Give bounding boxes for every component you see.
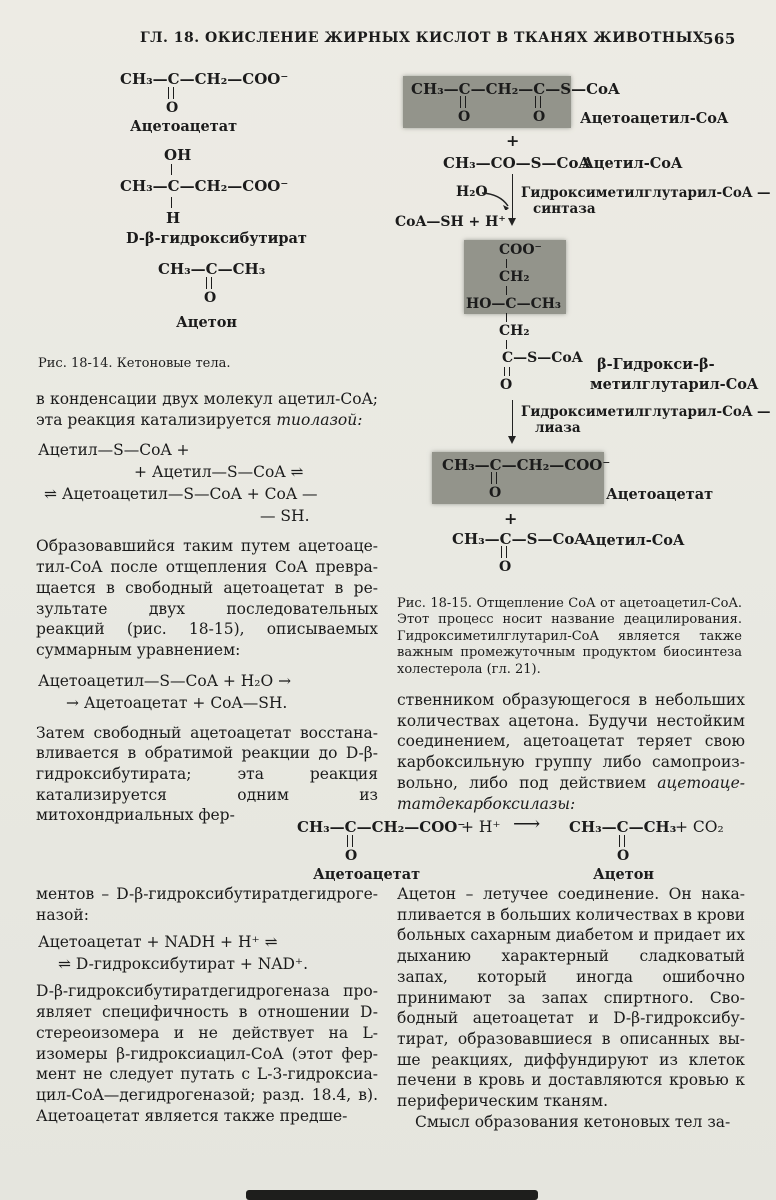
thiolase-equation [36, 439, 378, 527]
double-bond [619, 835, 625, 847]
oxygen-atom: O [458, 109, 471, 125]
carboxyl-group: COO⁻ [499, 242, 542, 258]
equation-line: → Ацетоацетат + CoA—SH. [66, 693, 288, 712]
plus-h-term: + H⁺ [461, 818, 501, 836]
oxygen-atom: O [500, 377, 513, 393]
double-bond [535, 96, 541, 108]
double-bond [168, 87, 174, 99]
paragraph: D-β-гидроксибутиратдегидрогеназа проявляет специфичность в отношении D-стереоизомера и не действует на L-изомеры β-гидроксиацил-CoA (этот фермент не следует путать с L-3-гидроксиацил-CoA—дегидрогеназой; разд. 18.4, в). Ацетоацетат является также предше- [36, 982, 378, 1125]
water-label: H₂O [456, 184, 488, 200]
synthase-label-line1: Гидроксиметилглутарил-CoA — [521, 185, 771, 201]
equation-line: + Ацетил—S—CoA ⇌ [134, 463, 304, 482]
formula-text: CH₃—C—CH₂—COO⁻ [297, 818, 466, 836]
curved-arrow [480, 190, 512, 210]
single-bond [171, 197, 172, 208]
coa-sh-label: CoA—SH + H⁺ [395, 214, 506, 230]
formula-text: CH₃—C—S—CoA [452, 530, 587, 548]
acetone-formula [569, 818, 677, 864]
arrow-down [512, 174, 513, 222]
hydroxyl-group: OH [164, 146, 192, 164]
equation-line: Ацетоацетат + NADH + H⁺ ⇌ [38, 933, 278, 952]
oxygen-atom: O [204, 290, 217, 306]
single-bond [171, 164, 172, 175]
lyase-label-line1: Гидроксиметилглутарил-CoA — [521, 404, 771, 420]
formula-text: CH₃—C—CH₂—COO⁻ [120, 177, 289, 195]
double-bond [206, 277, 212, 289]
fig-18-14-caption: Рис. 18-14. Кетоновые тела. [38, 356, 231, 371]
hmg-coa-structure [466, 243, 583, 393]
formula-text: CH₃—C—CH₂—C—S—CoA [411, 80, 620, 98]
acetyl-coa-label: Ацетил-CoA [582, 155, 683, 172]
left-column-text [36, 389, 378, 826]
plus-sign: + [506, 131, 520, 150]
formula-text: CH₃—CO—S—CoA [443, 154, 591, 172]
central-carbon-group: HO—C—CH₃ [466, 296, 562, 312]
acetone-label: Ацетон [176, 314, 238, 331]
arrow-down [512, 400, 513, 440]
dehydrogenase-equation [36, 931, 378, 975]
decarboxylation-equation [297, 813, 737, 890]
plus-sign: + [504, 509, 518, 528]
single-bond [466, 313, 583, 323]
oxygen-atom: O [166, 100, 179, 116]
plus-co2-term: + CO₂ [675, 818, 724, 836]
hydrogen-atom: H [166, 209, 181, 227]
hmg-coa-label-line1: β-Гидрокси-β- [597, 356, 715, 373]
methylene-group: CH₂ [499, 269, 530, 285]
formula-text: CH₃—C—CH₂—COO⁻ [120, 70, 289, 88]
hydroxybutyrate-label: D-β-гидроксибутират [126, 230, 307, 247]
double-bond [466, 367, 583, 377]
page-header: ГЛ. 18. ОКИСЛЕНИЕ ЖИРНЫХ КИСЛОТ В ТКАНЯХ ЖИВОТНЫХ [140, 30, 705, 46]
scan-edge-mark [246, 1190, 538, 1200]
synthase-label-line2: синтаза [533, 201, 596, 217]
oxygen-atom: O [499, 559, 512, 575]
paragraph-text: в конденсации двух молекул ацетил-CoA; эта реакция катализируется [36, 390, 378, 429]
single-bond [466, 340, 583, 350]
equation-line: Ацетил—S—CoA + [38, 441, 190, 460]
oxygen-atom: O [489, 485, 502, 501]
acetoacetyl-coa-structure [411, 80, 620, 125]
formula-text: CH₃—C—CH₂—COO⁻ [442, 456, 611, 474]
acetoacetate-label: Ацетоацетат [130, 118, 238, 135]
reaction-arrow: ⟶ [513, 813, 541, 835]
double-bond [491, 472, 497, 484]
paragraph: Смысл образования кетоновых тел за- [415, 1112, 731, 1131]
formula-text: CH₃—C—CH₃ [569, 818, 677, 836]
acetyl-coa-structure [443, 154, 590, 172]
fig-18-15-caption: Рис. 18-15. Отщепление CoA от ацетоацетил-CoA. Этот процесс носит название деацилирования. Гидроксиметилглутарил-CoA является также важным промежуточным продуктом биосинтеза холестерола (гл. 21). [397, 596, 742, 677]
acetoacetyl-coa-label: Ацетоацетил-CoA [580, 110, 729, 127]
acetoacetate-label: Ацетоацетат [313, 866, 421, 883]
acetyl-coa-product-structure [452, 530, 587, 575]
equation-line: ⇌ Ацетоацетил—S—CoA + CoA — [44, 485, 318, 504]
paragraph [36, 389, 378, 430]
acetoacetate-product-structure [442, 456, 611, 501]
equation-line: — SH. [260, 507, 310, 526]
left-column-bottom-text [36, 884, 378, 1126]
formula-text: CH₃—C—CH₃ [158, 260, 266, 278]
right-column-bottom-text [397, 884, 745, 1132]
acetoacetate-product-label: Ацетоацетат [606, 486, 714, 503]
single-bond [466, 259, 583, 269]
oxygen-atom: O [533, 109, 546, 125]
double-bond [347, 835, 353, 847]
single-bond [466, 286, 583, 296]
equation-line: ⇌ D-гидроксибутират + NAD⁺. [58, 955, 309, 974]
equation-line: Ацетоацетил—S—CoA + H₂O → [38, 671, 292, 690]
oxygen-atom: O [345, 848, 358, 864]
hmg-coa-label-line2: метилглутарил-CoA [590, 376, 759, 393]
double-bond [460, 96, 466, 108]
paragraph: ментов – D-β-гидроксибутиратдегидрогеназой: [36, 885, 378, 924]
enzyme-name: ацетоацетатдекарбоксилазы: [397, 773, 745, 813]
acetyl-coa-product-label: Ацетил-CoA [584, 532, 685, 549]
thioester-group: C—S—CoA [502, 350, 583, 366]
hydrolysis-equation [36, 670, 378, 714]
acetoacetate-structure [120, 70, 289, 116]
page-number: 565 [703, 30, 736, 48]
paragraph: Затем свободный ацетоацетат восстанавливается в обратимой реакции до D-β-гидроксибутирата; эта реакция катализируется одним из митохондриальных фер- [36, 723, 378, 825]
right-column-text [397, 690, 745, 814]
paragraph-text: ственником образующегося в небольших количествах ацетона. Будучи нестойким соединением, ацетоацетат теряет свою карбоксильную группу либо самопроизвольно, либо под действием [397, 691, 745, 792]
lyase-label-line2: лиаза [535, 420, 581, 436]
acetone-structure [158, 260, 266, 306]
oxygen-atom: O [617, 848, 630, 864]
acetoacetate-formula [297, 818, 466, 864]
paragraph: Ацетон – летучее соединение. Он накапливается в больших количествах в крови больных сахарным диабетом и придает их дыханию характерный сладковатый запах, который иногда ошибочно принимают за запах спиртного. Свободный ацетоацетат и D-β-гидроксибутират, образовавшиеся в описанных выше реакциях, диффундируют из клеток печени в кровь и доставляются кровью к периферическим тканям. [397, 885, 745, 1111]
enzyme-name: тиолазой: [276, 410, 363, 429]
methylene-group: CH₂ [499, 323, 530, 339]
acetone-label: Ацетон [593, 866, 655, 883]
paragraph: Образовавшийся таким путем ацетоацетил-CoA после отщепления CoA превращается в свободный ацетоацетат в результате двух последовательных реакций (рис. 18-15), описываемых суммарным уравнением: [36, 537, 378, 659]
double-bond [501, 546, 507, 558]
